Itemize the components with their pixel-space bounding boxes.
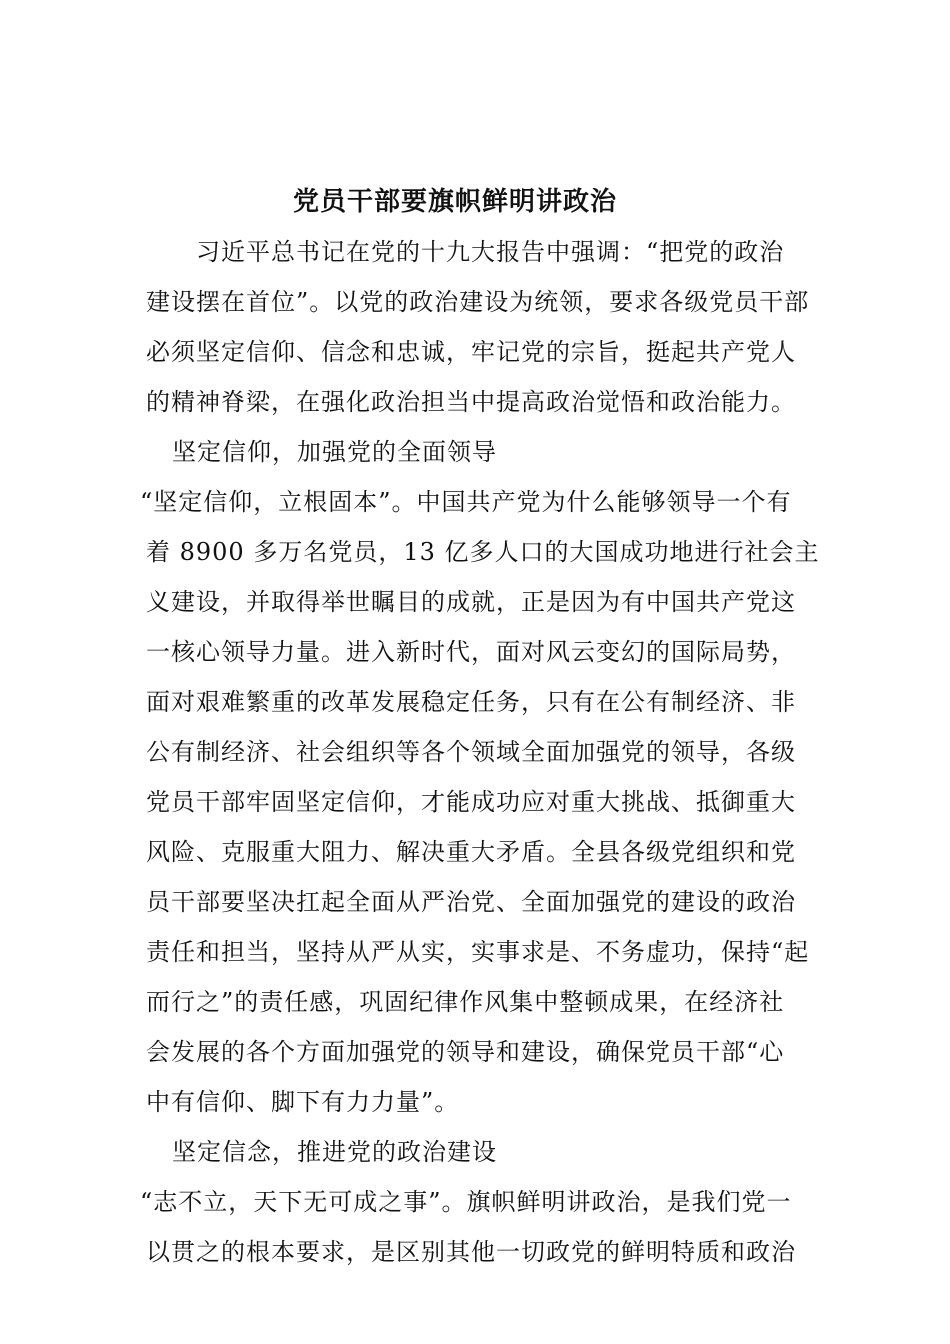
paragraph-2-line-2: 着 8900 多万名党员，13 亿多人口的大国成功地进行社会主 xyxy=(146,538,820,566)
paragraph-2-line-5: 面对艰难繁重的改革发展稳定任务，只有在公有制经济、非 xyxy=(146,688,796,716)
paragraph-2-line-13: 中有信仰、脚下有力力量”。 xyxy=(146,1088,460,1116)
paragraph-1-line-4: 的精神脊梁，在强化政治担当中提高政治觉悟和政治能力。 xyxy=(146,388,796,416)
paragraph-1-line-3: 必须坚定信仰、信念和忠诚，牢记党的宗旨，挺起共产党人 xyxy=(146,338,796,366)
paragraph-2-line-6: 公有制经济、社会组织等各个领域全面加强党的领导，各级 xyxy=(146,738,796,766)
paragraph-2-line-7: 党员干部牢固坚定信仰，才能成功应对重大挑战、抵御重大 xyxy=(146,788,796,816)
paragraph-2-line-8: 风险、克服重大阻力、解决重大矛盾。全县各级党组织和党 xyxy=(146,838,796,866)
paragraph-2-line-12: 会发展的各个方面加强党的领导和建设，确保党员干部“心 xyxy=(146,1038,785,1066)
paragraph-2-line-9: 员干部要坚决扛起全面从严治党、全面加强党的建设的政治 xyxy=(146,888,796,916)
paragraph-1-line-1: 习近平总书记在党的十九大报告中强调：“把党的政治 xyxy=(196,238,785,266)
paragraph-2-line-3: 义建设，并取得举世瞩目的成就，正是因为有中国共产党这 xyxy=(146,588,796,616)
section-heading-1: 坚定信仰，加强党的全面领导 xyxy=(172,438,497,466)
paragraph-2-line-4: 一核心领导力量。进入新时代，面对风云变幻的国际局势， xyxy=(146,638,796,666)
paragraph-2-line-10: 责任和担当，坚持从严从实，实事求是、不务虚功，保持“起 xyxy=(146,938,810,966)
paragraph-2-line-1: “坚定信仰，立根固本”。中国共产党为什么能够领导一个有 xyxy=(140,488,792,516)
paragraph-2-line-11: 而行之”的责任感，巩固纪律作风集中整顿成果，在经济社 xyxy=(146,988,785,1016)
paragraph-1-line-2: 建设摆在首位”。以党的政治建设为统领，要求各级党员干部 xyxy=(146,288,810,316)
paragraph-3-line-1: “志不立，天下无可成之事”。旗帜鲜明讲政治，是我们党一 xyxy=(140,1188,792,1216)
section-heading-2: 坚定信念，推进党的政治建设 xyxy=(172,1138,497,1166)
paragraph-3-line-2: 以贯之的根本要求，是区别其他一切政党的鲜明特质和政治 xyxy=(146,1238,796,1266)
document-title: 党员干部要旗帜鲜明讲政治 xyxy=(292,187,617,217)
